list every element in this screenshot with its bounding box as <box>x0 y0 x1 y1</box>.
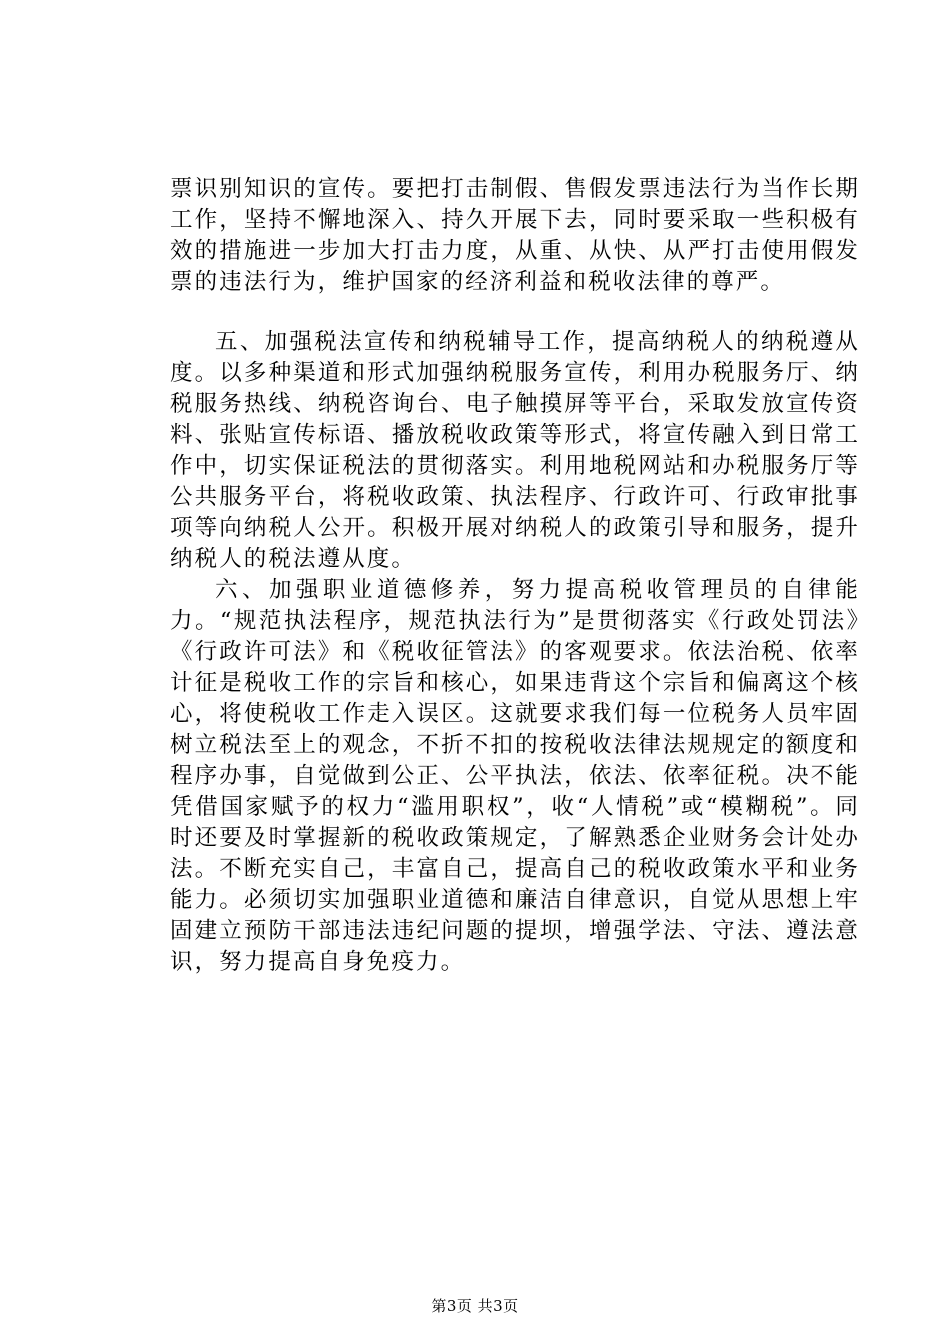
paragraph-section-five: 五、加强税法宣传和纳税辅导工作，提高纳税人的纳税遵从度。以多种渠道和形式加强纳税服务宣传，利用办税服务厅、纳税服务热线、纳税咨询台、电子触摸屏等平台，采取发放宣传资料、张贴宣传标语、播放税收政策等形式，将宣传融入到日常工作中，切实保证税法的贯彻落实。利用地税网站和办税服务厅等公共服务平台，将税收政策、执法程序、行政许可、行政审批事项等向纳税人公开。积极开展对纳税人的政策引导和服务，提升纳税人的税法遵从度。 <box>170 329 860 572</box>
paragraph-continuation: 票识别知识的宣传。要把打击制假、售假发票违法行为当作长期工作，坚持不懈地深入、持久开展下去，同时要采取一些积极有效的措施进一步加大打击力度，从重、从快、从严打击使用假发票的违法行为，维护国家的经济利益和税收法律的尊严。 <box>170 176 860 295</box>
page-number: 第3页 共3页 <box>431 1297 519 1315</box>
paragraph-section-six: 六、加强职业道德修养，努力提高税收管理员的自律能力。“规范执法程序，规范执法行为”是贯彻落实《行政处罚法》《行政许可法》和《税收征管法》的客观要求。依法治税、依率计征是税收工作的宗旨和核心，如果违背这个宗旨和偏离这个核心，将使税收工作走入误区。这就要求我们每一位税务人员牢固树立税法至上的观念，不折不扣的按税收法律法规规定的额度和程序办事，自觉做到公正、公平执法，依法、依率征税。决不能凭借国家赋予的权力“滥用职权”，收“人情税”或“模糊税”。同时还要及时掌握新的税收政策规定，了解熟悉企业财务会计处办法。不断充实自己，丰富自己，提高自己的税收政策水平和业务能力。必须切实加强职业道德和廉洁自律意识，自觉从思想上牢固建立预防干部违法违纪问题的提坝，增强学法、守法、遵法意识，努力提高自身免疫力。 <box>170 577 860 975</box>
body-text <box>170 327 860 978</box>
